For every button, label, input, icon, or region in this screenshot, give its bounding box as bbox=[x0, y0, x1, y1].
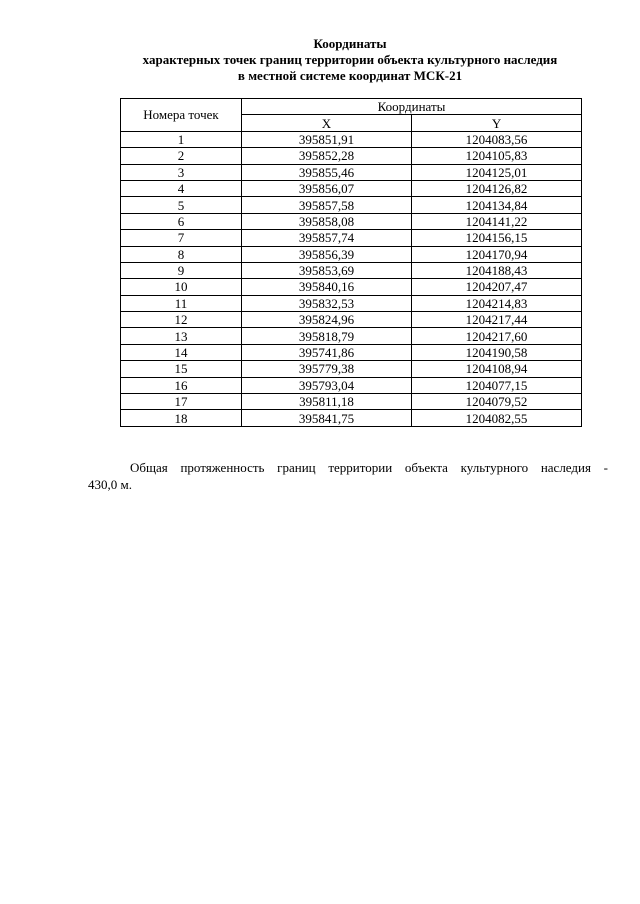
cell-point-number: 7 bbox=[121, 230, 242, 246]
table-row bbox=[121, 295, 582, 311]
cell-point-number: 16 bbox=[121, 377, 242, 393]
cell-x: 395779,38 bbox=[242, 361, 412, 377]
cell-y: 1204083,56 bbox=[412, 131, 582, 147]
cell-point-number: 15 bbox=[121, 361, 242, 377]
cell-x: 395857,74 bbox=[242, 230, 412, 246]
cell-y: 1204141,22 bbox=[412, 213, 582, 229]
table-row bbox=[121, 377, 582, 393]
cell-y: 1204105,83 bbox=[412, 148, 582, 164]
cell-y: 1204156,15 bbox=[412, 230, 582, 246]
table-row bbox=[121, 148, 582, 164]
cell-point-number: 5 bbox=[121, 197, 242, 213]
table-row bbox=[121, 344, 582, 360]
cell-x: 395811,18 bbox=[242, 394, 412, 410]
cell-point-number: 2 bbox=[121, 148, 242, 164]
table-row bbox=[121, 246, 582, 262]
table-row bbox=[121, 197, 582, 213]
table-row bbox=[121, 180, 582, 196]
table-row bbox=[121, 230, 582, 246]
cell-point-number: 12 bbox=[121, 312, 242, 328]
table-row bbox=[121, 361, 582, 377]
cell-y: 1204079,52 bbox=[412, 394, 582, 410]
cell-x: 395856,07 bbox=[242, 180, 412, 196]
cell-y: 1204134,84 bbox=[412, 197, 582, 213]
table-row bbox=[121, 164, 582, 180]
cell-point-number: 1 bbox=[121, 131, 242, 147]
table-row bbox=[121, 262, 582, 278]
cell-x: 395852,28 bbox=[242, 148, 412, 164]
cell-x: 395855,46 bbox=[242, 164, 412, 180]
cell-y: 1204125,01 bbox=[412, 164, 582, 180]
header-x: X bbox=[242, 115, 412, 131]
table-row bbox=[121, 312, 582, 328]
boundary-length-note bbox=[88, 459, 608, 493]
cell-y: 1204126,82 bbox=[412, 180, 582, 196]
cell-point-number: 4 bbox=[121, 180, 242, 196]
cell-y: 1204082,55 bbox=[412, 410, 582, 426]
table-body bbox=[121, 131, 582, 426]
title-line-1: Координаты bbox=[313, 36, 387, 51]
table-row bbox=[121, 410, 582, 426]
cell-y: 1204207,47 bbox=[412, 279, 582, 295]
cell-point-number: 10 bbox=[121, 279, 242, 295]
cell-x: 395851,91 bbox=[242, 131, 412, 147]
cell-point-number: 6 bbox=[121, 213, 242, 229]
cell-x: 395824,96 bbox=[242, 312, 412, 328]
title-line-3: в местной системе координат МСК-21 bbox=[237, 68, 463, 83]
table-row bbox=[121, 279, 582, 295]
cell-y: 1204108,94 bbox=[412, 361, 582, 377]
cell-point-number: 8 bbox=[121, 246, 242, 262]
cell-point-number: 13 bbox=[121, 328, 242, 344]
coordinates-table bbox=[120, 98, 582, 427]
cell-point-number: 17 bbox=[121, 394, 242, 410]
note-line-2: 430,0 м. bbox=[88, 477, 132, 492]
cell-y: 1204214,83 bbox=[412, 295, 582, 311]
cell-x: 395741,86 bbox=[242, 344, 412, 360]
cell-x: 395818,79 bbox=[242, 328, 412, 344]
cell-x: 395832,53 bbox=[242, 295, 412, 311]
header-coordinates: Координаты bbox=[242, 99, 582, 115]
cell-y: 1204170,94 bbox=[412, 246, 582, 262]
cell-y: 1204077,15 bbox=[412, 377, 582, 393]
cell-point-number: 14 bbox=[121, 344, 242, 360]
cell-y: 1204188,43 bbox=[412, 262, 582, 278]
cell-point-number: 3 bbox=[121, 164, 242, 180]
cell-y: 1204217,60 bbox=[412, 328, 582, 344]
cell-x: 395793,04 bbox=[242, 377, 412, 393]
title-line-2: характерных точек границ территории объекта культурного наследия bbox=[142, 52, 558, 67]
table-row bbox=[121, 213, 582, 229]
cell-x: 395856,39 bbox=[242, 246, 412, 262]
cell-x: 395857,58 bbox=[242, 197, 412, 213]
cell-x: 395858,08 bbox=[242, 213, 412, 229]
document-title bbox=[0, 36, 640, 84]
cell-y: 1204190,58 bbox=[412, 344, 582, 360]
cell-point-number: 18 bbox=[121, 410, 242, 426]
table-row bbox=[121, 131, 582, 147]
cell-point-number: 11 bbox=[121, 295, 242, 311]
table-row bbox=[121, 328, 582, 344]
table-header-row bbox=[121, 99, 582, 115]
cell-point-number: 9 bbox=[121, 262, 242, 278]
table-row bbox=[121, 394, 582, 410]
cell-x: 395841,75 bbox=[242, 410, 412, 426]
note-line-1: Общая протяженность границ территории объекта культурного наследия - bbox=[130, 460, 608, 475]
header-point-numbers: Номера точек bbox=[121, 99, 242, 132]
cell-x: 395853,69 bbox=[242, 262, 412, 278]
cell-x: 395840,16 bbox=[242, 279, 412, 295]
cell-y: 1204217,44 bbox=[412, 312, 582, 328]
header-y: Y bbox=[412, 115, 582, 131]
